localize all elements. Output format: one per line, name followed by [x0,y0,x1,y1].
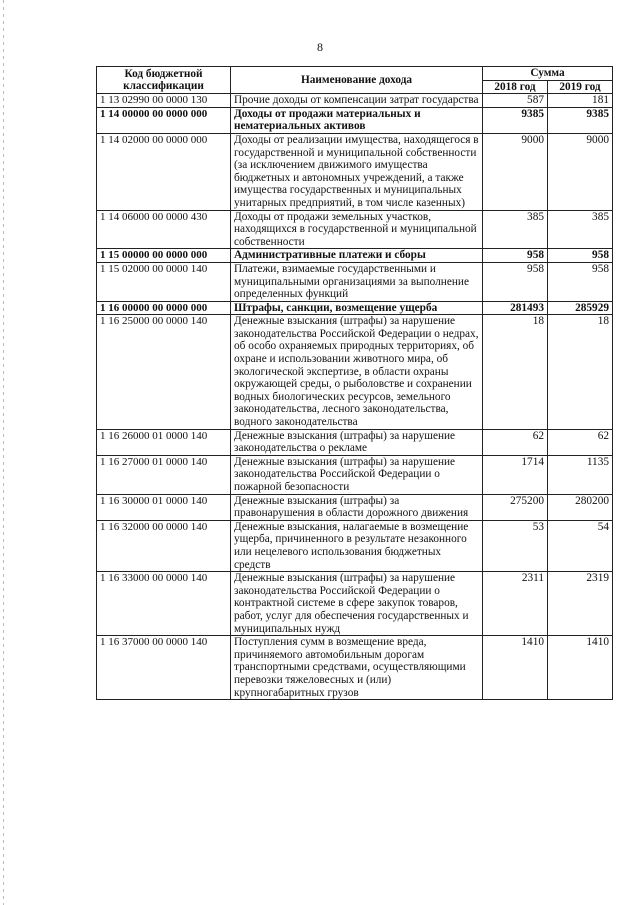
revenue-table [96,66,613,700]
cell-code: 1 15 00000 00 0000 000 [97,249,231,263]
table-row [97,429,613,455]
cell-name: Административные платежи и сборы [231,249,483,263]
cell-code: 1 16 37000 00 0000 140 [97,636,231,700]
cell-sum-2019: 62 [548,429,613,455]
cell-sum-2019: 285929 [548,301,613,315]
cell-sum-2019: 1135 [548,455,613,494]
cell-sum-2019: 9000 [548,133,613,210]
cell-code: 1 16 26000 01 0000 140 [97,429,231,455]
cell-name: Доходы от продажи материальных и нематериальных активов [231,107,483,133]
cell-name: Денежные взыскания (штрафы) за нарушение законодательства Российской Федерации о пожарной безопасности [231,455,483,494]
cell-sum-2019: 1410 [548,636,613,700]
table-row [97,572,613,636]
table-row [97,210,613,249]
table-row [97,636,613,700]
cell-name: Доходы от продажи земельных участков, находящихся в государственной и муниципальной собственности [231,210,483,249]
header-year-2018: 2018 год [483,80,548,94]
cell-name: Денежные взыскания (штрафы) за правонарушения в области дорожного движения [231,494,483,520]
cell-code: 1 16 33000 00 0000 140 [97,572,231,636]
cell-name: Денежные взыскания, налагаемые в возмещение ущерба, причиненного в результате незаконного или нецелевого использования бюджетных средств [231,520,483,571]
table-row [97,315,613,429]
cell-sum-2018: 9385 [483,107,548,133]
table-row [97,107,613,133]
cell-sum-2018: 18 [483,315,548,429]
cell-sum-2019: 958 [548,249,613,263]
cell-sum-2018: 53 [483,520,548,571]
cell-code: 1 14 00000 00 0000 000 [97,107,231,133]
cell-sum-2019: 18 [548,315,613,429]
table-row [97,520,613,571]
table-row [97,249,613,263]
cell-name: Штрафы, санкции, возмещение ущерба [231,301,483,315]
cell-code: 1 16 27000 01 0000 140 [97,455,231,494]
scan-edge-mark [3,0,4,905]
cell-name: Платежи, взимаемые государственными и муниципальными организациями за выполнение определенных функций [231,262,483,301]
table-row [97,301,613,315]
cell-sum-2019: 181 [548,94,613,108]
cell-sum-2018: 1714 [483,455,548,494]
table-row [97,94,613,108]
cell-sum-2018: 62 [483,429,548,455]
header-year-2019: 2019 год [548,80,613,94]
header-code: Код бюджетной классификации [97,67,231,94]
cell-code: 1 14 02000 00 0000 000 [97,133,231,210]
cell-code: 1 14 06000 00 0000 430 [97,210,231,249]
cell-code: 1 16 00000 00 0000 000 [97,301,231,315]
cell-sum-2018: 958 [483,249,548,263]
cell-name: Денежные взыскания (штрафы) за нарушение законодательства о рекламе [231,429,483,455]
table-row [97,494,613,520]
cell-sum-2019: 2319 [548,572,613,636]
cell-code: 1 13 02990 00 0000 130 [97,94,231,108]
cell-sum-2018: 9000 [483,133,548,210]
cell-sum-2018: 1410 [483,636,548,700]
cell-name: Прочие доходы от компенсации затрат государства [231,94,483,108]
cell-sum-2019: 385 [548,210,613,249]
cell-sum-2018: 385 [483,210,548,249]
cell-name: Денежные взыскания (штрафы) за нарушение законодательства Российской Федерации о недрах, об особо охраняемых природных территориях, об охране и использовании животного мира, об экологической экспертизе, в области охраны окружающей среды, о рыболовстве и сохранении водных биологических ресурсов, земельного законодательства, лесного законодательства, водного законодательства [231,315,483,429]
cell-sum-2019: 958 [548,262,613,301]
header-sum: Сумма [483,67,613,81]
cell-sum-2018: 587 [483,94,548,108]
cell-name: Денежные взыскания (штрафы) за нарушение законодательства Российской Федерации о контрактной системе в сфере закупок товаров, работ, услуг для обеспечения государственных и муниципальных нужд [231,572,483,636]
table-row [97,262,613,301]
cell-code: 1 16 32000 00 0000 140 [97,520,231,571]
cell-code: 1 15 02000 00 0000 140 [97,262,231,301]
header-name: Наименование дохода [231,67,483,94]
table-row [97,133,613,210]
cell-sum-2018: 275200 [483,494,548,520]
cell-sum-2019: 280200 [548,494,613,520]
cell-name: Доходы от реализации имущества, находящегося в государственной и муниципальной собственности (за исключением движимого имущества бюджетных и автономных учреждений, а также имущества государственных и муниципальных унитарных предприятий, в том числе казенных) [231,133,483,210]
cell-sum-2018: 958 [483,262,548,301]
table-row [97,455,613,494]
cell-code: 1 16 25000 00 0000 140 [97,315,231,429]
table-body [97,94,613,700]
cell-sum-2018: 281493 [483,301,548,315]
cell-sum-2019: 54 [548,520,613,571]
cell-sum-2018: 2311 [483,572,548,636]
cell-sum-2019: 9385 [548,107,613,133]
page-number: 8 [317,40,323,54]
cell-name: Поступления сумм в возмещение вреда, причиняемого автомобильным дорогам транспортными средствами, осуществляющими перевозки тяжеловесных и (или) крупногабаритных грузов [231,636,483,700]
cell-code: 1 16 30000 01 0000 140 [97,494,231,520]
